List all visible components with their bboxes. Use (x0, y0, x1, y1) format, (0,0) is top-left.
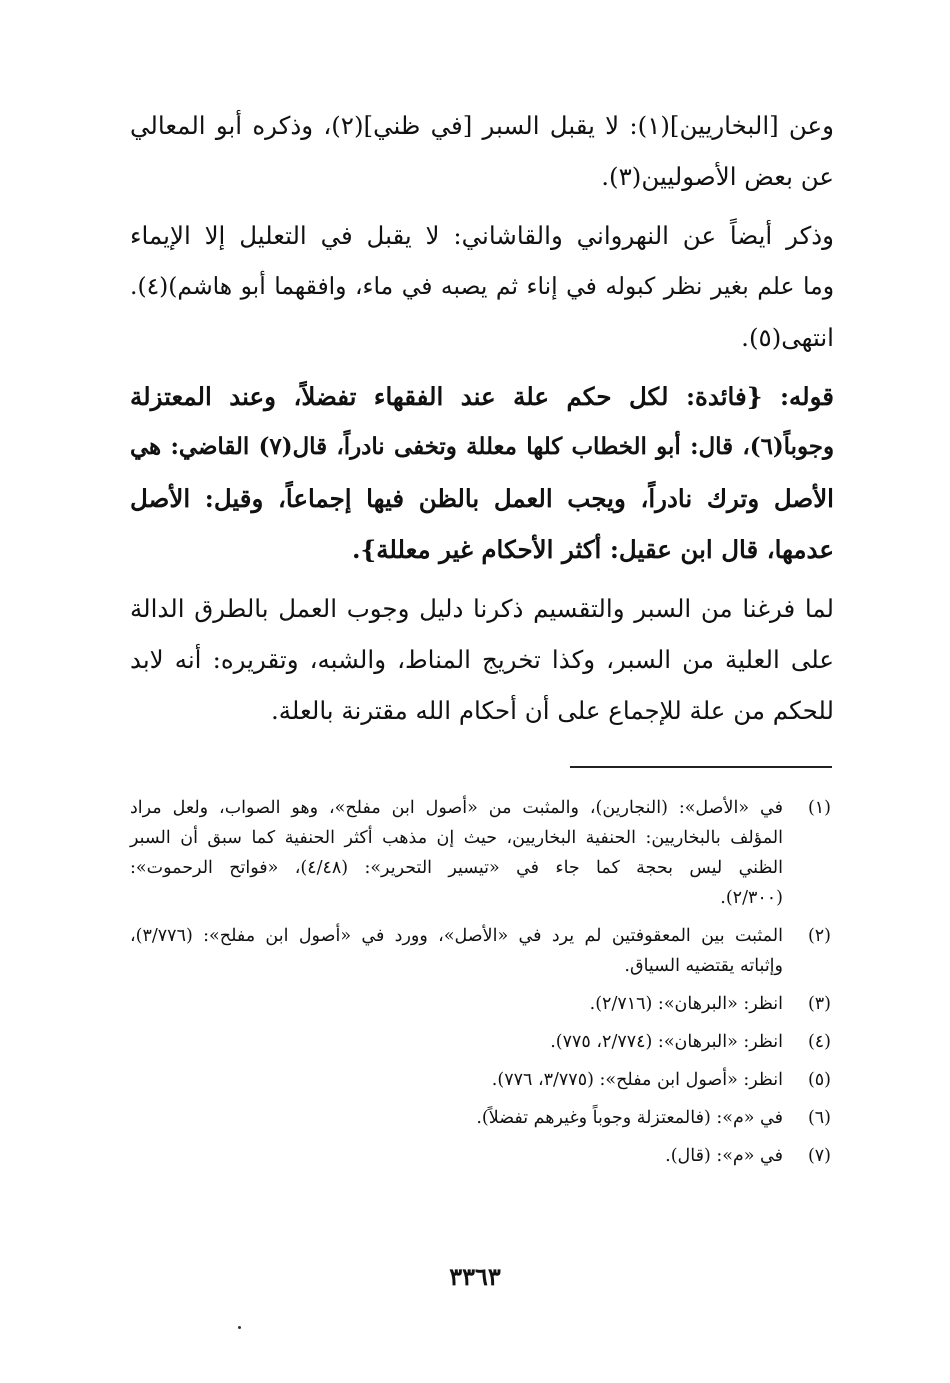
footnote-line: (٢/٣٠٠). (720, 888, 783, 908)
scan-speck (238, 1326, 241, 1329)
text-line: عن بعض الأصوليين(٣). (601, 162, 834, 191)
footnote-line: في «الأصل»: (النجارين)، والمثبت من «أصول ابن مفلح»، وهو الصواب، ولعل مراد (130, 798, 783, 818)
paragraph-4 (130, 583, 834, 736)
footnote-line: المثبت بين المعقوفتين لم يرد في «الأصل»، وورد في «أصول ابن مفلح»: (٣/٧٧٦)، (130, 926, 783, 946)
text-line: وجوباً(٦)، قال: أبو الخطاب كلها معللة وتخفى نادراً، قال(٧) القاضي: هي (130, 434, 834, 460)
text-line: وعن [البخاريين](١): لا يقبل السبر [في ظني](٢)، وذكره أبو المعالي (130, 111, 835, 140)
footnote-number: (٣) (807, 994, 831, 1014)
text-line: الأصل وترك نادراً، ويجب العمل بالظن فيها إجماعاً، وقيل: الأصل (130, 484, 834, 513)
footnote-3 (130, 989, 835, 1019)
footnote-number: (١) (807, 798, 831, 818)
text-line: للحكم من علة للإجماع على أن أحكام الله مقترنة بالعلة. (271, 696, 834, 725)
footnote-4 (130, 1027, 835, 1057)
main-text (130, 100, 834, 744)
paragraph-2 (130, 210, 834, 363)
footnote-separator (570, 766, 832, 768)
footnote-body (130, 921, 783, 981)
footnote-number: (٥) (807, 1070, 831, 1090)
footnote-body (130, 1141, 783, 1171)
footnote-line: انظر: «البرهان»: (٢/٧٧٤، ٧٧٥). (550, 1032, 783, 1052)
footnote-line: الظني ليس بحجة كما جاء في «تيسير التحرير»: (٤/٤٨)، «فواتح الرحموت»: (130, 858, 783, 878)
text-line: قوله: {فائدة: لكل حكم علة عند الفقهاء تفضلاً، وعند المعتزلة (130, 382, 834, 411)
text-line: وما علم بغير نظر كبوله في إناء ثم يصبه في ماء، وافقهما أبو هاشم)(٤). (130, 272, 834, 300)
paragraph-3-quote (130, 371, 834, 575)
text-line: على العلية من السبر، وكذا تخريج المناط، والشبه، وتقريره: أنه لابد (130, 645, 834, 674)
footnote-2 (130, 921, 835, 981)
footnote-line: في «م»: (قال). (665, 1146, 783, 1166)
footnote-line: في «م»: (فالمعتزلة وجوباً وغيرهم تفضلاً). (476, 1108, 783, 1128)
footnote-number: (٢) (807, 926, 831, 946)
text-line: لما فرغنا من السبر والتقسيم ذكرنا دليل وجوب العمل بالطرق الدالة (130, 594, 834, 623)
text-line: انتهى(٥). (741, 323, 834, 352)
footnote-line: المؤلف بالبخاريين: الحنفية البخاريين، حيث إن مذهب أكثر الحنفية كما سبق أن السبر (130, 828, 783, 848)
footnote-body (130, 1103, 783, 1133)
text-line: وذكر أيضاً عن النهرواني والقاشاني: لا يقبل في التعليل إلا الإيماء (130, 221, 834, 250)
footnote-number: (٧) (807, 1146, 831, 1166)
footnote-number: (٤) (807, 1032, 831, 1052)
footnote-number: (٦) (807, 1108, 831, 1128)
footnote-7 (130, 1141, 835, 1171)
footnote-line: وإثباته يقتضيه السياق. (624, 956, 783, 976)
text-line: عدمها، قال ابن عقيل: أكثر الأحكام غير معللة}. (351, 535, 834, 564)
footnote-line: انظر: «أصول ابن مفلح»: (٣/٧٧٥، ٧٧٦). (491, 1070, 783, 1090)
footnotes (130, 793, 835, 1179)
paragraph-1 (130, 100, 834, 202)
footnote-5 (130, 1065, 835, 1095)
footnote-6 (130, 1103, 835, 1133)
footnote-body (130, 989, 783, 1019)
footnote-line: انظر: «البرهان»: (٢/٧١٦). (589, 994, 783, 1014)
footnote-body (130, 793, 783, 913)
footnote-body (130, 1065, 783, 1095)
page-number: ٣٣٦٣ (449, 1262, 501, 1291)
footnote-body (130, 1027, 783, 1057)
footnote-1 (130, 793, 835, 913)
